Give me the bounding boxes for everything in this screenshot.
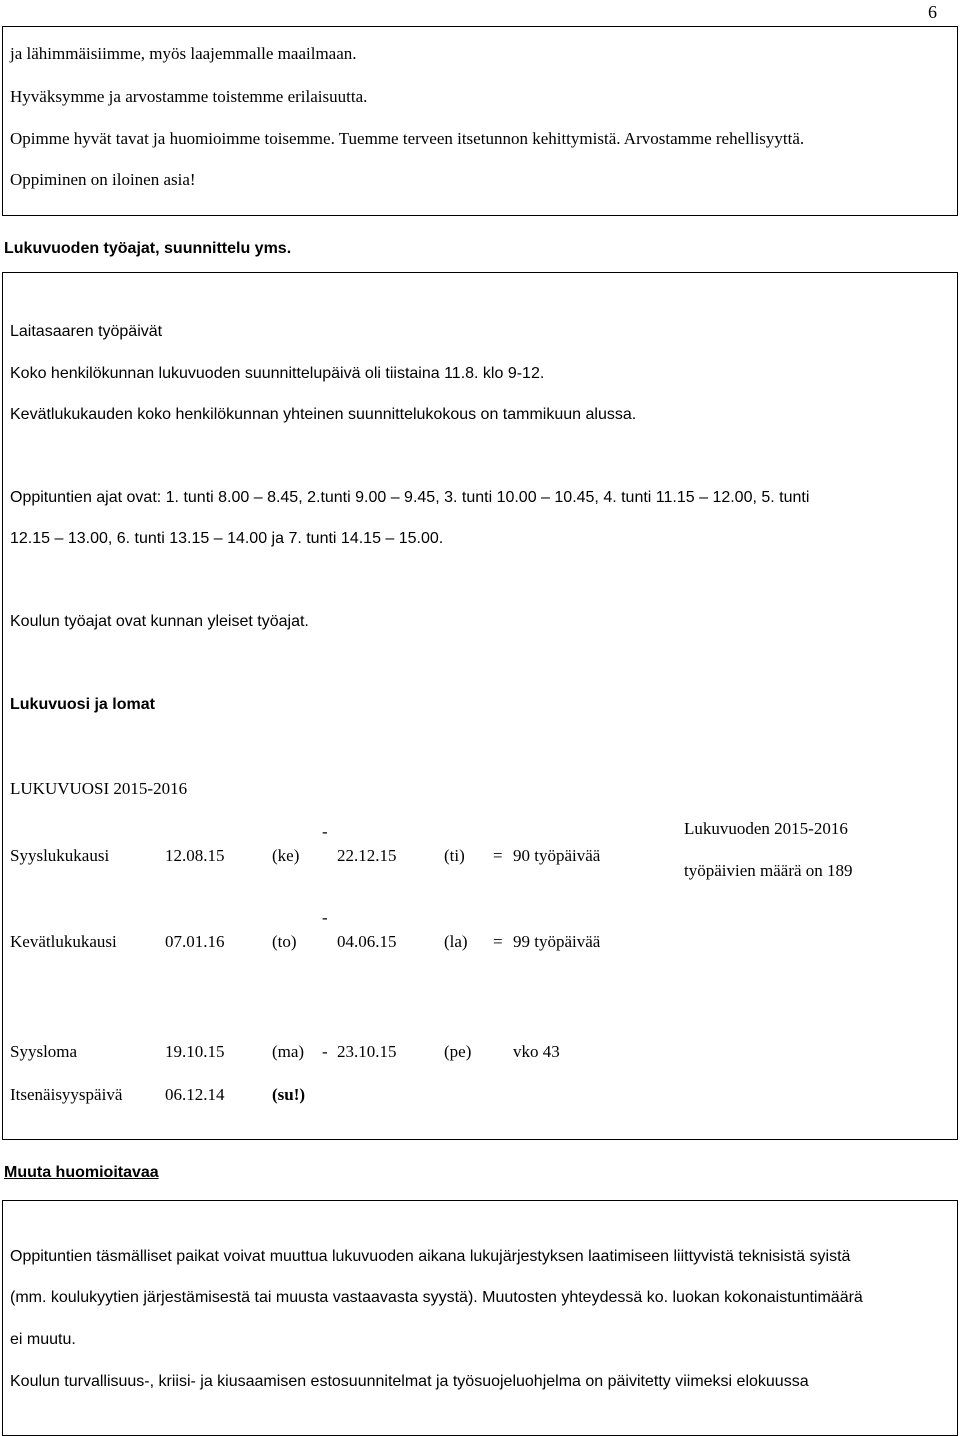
page-number: 6	[928, 2, 937, 22]
values-line-1: ja lähimmäisiimme, myös laajemmalle maailmaan.	[10, 44, 357, 63]
holiday-date: 06.12.14	[165, 1085, 225, 1104]
notes-line-2: (mm. koulukyytien järjestämisestä tai muusta vastaavasta syystä). Muutosten yhteydessä ko. luokan kokonaistuntimäärä	[10, 1289, 863, 1306]
term-start-day: (ke)	[272, 846, 300, 865]
work-hours-note: Koulun työajat ovat kunnan yleiset työajat.	[10, 613, 309, 630]
notes-box	[2, 1200, 958, 1436]
total-note-line-2: työpäivien määrä on 189	[684, 861, 853, 880]
term-name: Kevätlukukausi	[10, 932, 117, 951]
term-name: Syyslukukausi	[10, 846, 110, 865]
planning-line-2: Kevätlukukauden koko henkilökunnan yhteinen suunnittelukokous on tammikuun alussa.	[10, 406, 637, 423]
holiday-date: 19.10.15	[165, 1042, 225, 1061]
section-heading: Lukuvuoden työajat, suunnittelu yms.	[4, 240, 292, 257]
holiday-week: vko 43	[513, 1042, 560, 1061]
term-days: 90 työpäivää	[513, 846, 601, 865]
holiday-name: Syysloma	[10, 1042, 78, 1061]
term-end: 22.12.15	[337, 846, 397, 865]
term-dash: -	[322, 822, 328, 841]
notes-line-1: Oppituntien täsmälliset paikat voivat muuttua lukuvuoden aikana lukujärjestyksen laatimiseen liittyvistä teknisistä syistä	[10, 1248, 851, 1265]
values-line-4: Oppiminen on iloinen asia!	[10, 170, 196, 189]
term-end-day: (la)	[444, 932, 468, 951]
term-start-day: (to)	[272, 932, 297, 951]
term-equals: =	[493, 932, 503, 951]
term-start: 12.08.15	[165, 846, 225, 865]
term-end-day: (ti)	[444, 846, 465, 865]
term-days: 99 työpäivää	[513, 932, 601, 951]
holiday-day: (ma)	[272, 1042, 305, 1061]
total-note-line-1: Lukuvuoden 2015-2016	[684, 819, 848, 838]
holiday-day: (su!)	[272, 1085, 306, 1104]
notes-line-4: Koulun turvallisuus-, kriisi- ja kiusaamisen estosuunnitelmat ja työsuojeluohjelma on päivitetty viimeksi elokuussa	[10, 1373, 809, 1390]
term-start: 07.01.16	[165, 932, 225, 951]
lesson-times-line-2: 12.15 – 13.00, 6. tunti 13.15 – 14.00 ja 7. tunti 14.15 – 15.00.	[10, 530, 444, 547]
planning-title: Laitasaaren työpäivät	[10, 323, 163, 340]
holiday-name: Itsenäisyyspäivä	[10, 1085, 123, 1104]
term-equals: =	[493, 846, 503, 865]
lesson-times-line-1: Oppituntien ajat ovat: 1. tunti 8.00 – 8.45, 2.tunti 9.00 – 9.45, 3. tunti 10.00 – 10.45, 4. tunti 11.15 – 12.00, 5. tunti	[10, 489, 810, 506]
holiday-end: 23.10.15	[337, 1042, 397, 1061]
values-line-2: Hyväksymme ja arvostamme toistemme erilaisuutta.	[10, 87, 368, 106]
term-end: 04.06.15	[337, 932, 397, 951]
year-heading: Lukuvuosi ja lomat	[10, 696, 155, 713]
year-title: LUKUVUOSI 2015-2016	[10, 779, 188, 798]
notes-line-3: ei muutu.	[10, 1331, 76, 1348]
holiday-dash: -	[322, 1042, 328, 1061]
other-heading: Muuta huomioitavaa	[4, 1164, 159, 1181]
holiday-end-day: (pe)	[444, 1042, 472, 1061]
values-line-3: Opimme hyvät tavat ja huomioimme toisemme. Tuemme terveen itsetunnon kehittymistä. Arvostamme rehellisyyttä.	[10, 129, 805, 148]
term-dash: -	[322, 908, 328, 927]
planning-line-1: Koko henkilökunnan lukuvuoden suunnittelupäivä oli tiistaina 11.8. klo 9-12.	[10, 365, 545, 382]
